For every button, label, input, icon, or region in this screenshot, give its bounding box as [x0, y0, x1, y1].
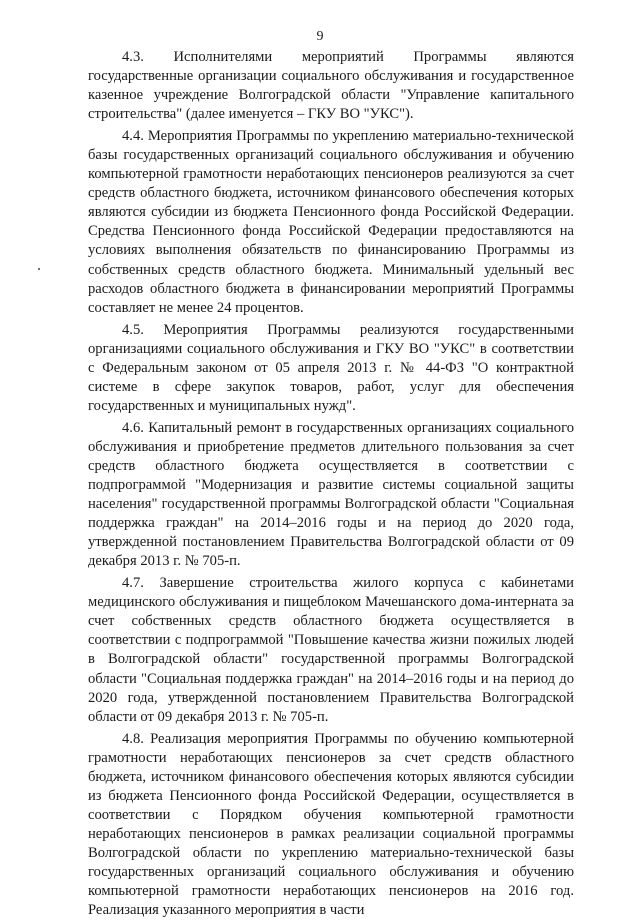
paragraph-4-7: 4.7. Завершение строительства жилого корпуса с кабинетами медицинского обслуживания и пищеблоком Мачешанского дома-интерната за счет собственных средств областного бюджета осуществляется в соответствии с подпрограммой "Повышение качества жизни пожилых людей в Волгоградской области" государственной программы Волгоградской области "Социальная поддержка граждан" на 2014–2016 годы и на период до 2020 года, утвержденной постановлением Правительства Волгоградской области от 09 декабря 2013 г. № 705-п.	[88, 575, 574, 725]
paragraph-4-3: 4.3. Исполнителями мероприятий Программы являются государственные организации социального обслуживания и государственное казенное учреждение Волгоградской области "Управление капитального строительства" (далее именуется – ГКУ ВО "УКС").	[88, 49, 574, 123]
paragraph-4-4: 4.4. Мероприятия Программы по укреплению материально-технической базы государственных организаций социального обслуживания и обучению компьютерной грамотности неработающих пенсионеров реализуются за счет средств областного бюджета, источником финансового обеспечения которых являются субсидии из бюджета Пенсионного фонда Российской Федерации. Средства Пенсионного фонда Российской Федерации предоставляются на условиях выполнения обязательств по финансированию Программы из собственных средств областного бюджета. Минимальный удельный вес расходов областного бюджета в финансировании мероприятий Программы составляет не менее 24 процентов.	[88, 128, 574, 316]
page-number: 9	[316, 29, 324, 44]
body-text	[88, 48, 574, 923]
scan-speck	[38, 268, 40, 270]
paragraph-4-6: 4.6. Капитальный ремонт в государственных организациях социального обслуживания и приобретение предметов длительного пользования за счет средств областного бюджета осуществляется в соответствии с подпрограммой "Модернизация и развитие системы социальной защиты населения" государственной программы Волгоградской области "Социальная поддержка граждан" на 2014–2016 годы и на период до 2020 года, утвержденной постановлением Правительства Волгоградской области от 09 декабря 2013 г. № 705-п.	[88, 419, 574, 570]
paragraph-4-5: 4.5. Мероприятия Программы реализуются государственными организациями социального обслуживания и ГКУ ВО "УКС" в соответствии с Федеральным законом от 05 апреля 2013 г. № 44-ФЗ "О контрактной системе в сфере закупок товаров, работ, услуг для обеспечения государственных и муниципальных нужд".	[88, 321, 574, 414]
paragraph-4-8: 4.8. Реализация мероприятия Программы по обучению компьютерной грамотности неработающих пенсионеров за счет средств областного бюджета, источником финансового обеспечения которых являются субсидии из бюджета Пенсионного фонда Российской Федерации, осуществляется в соответствии с Порядком обучения компьютерной грамотности неработающих пенсионеров в рамках реализации социальной программы Волгоградской области по укреплению материально-технической базы государственных организаций социального обслуживания и обучению компьютерной грамотности неработающих пенсионеров на 2016 год. Реализация указанного мероприятия в части	[88, 730, 574, 919]
